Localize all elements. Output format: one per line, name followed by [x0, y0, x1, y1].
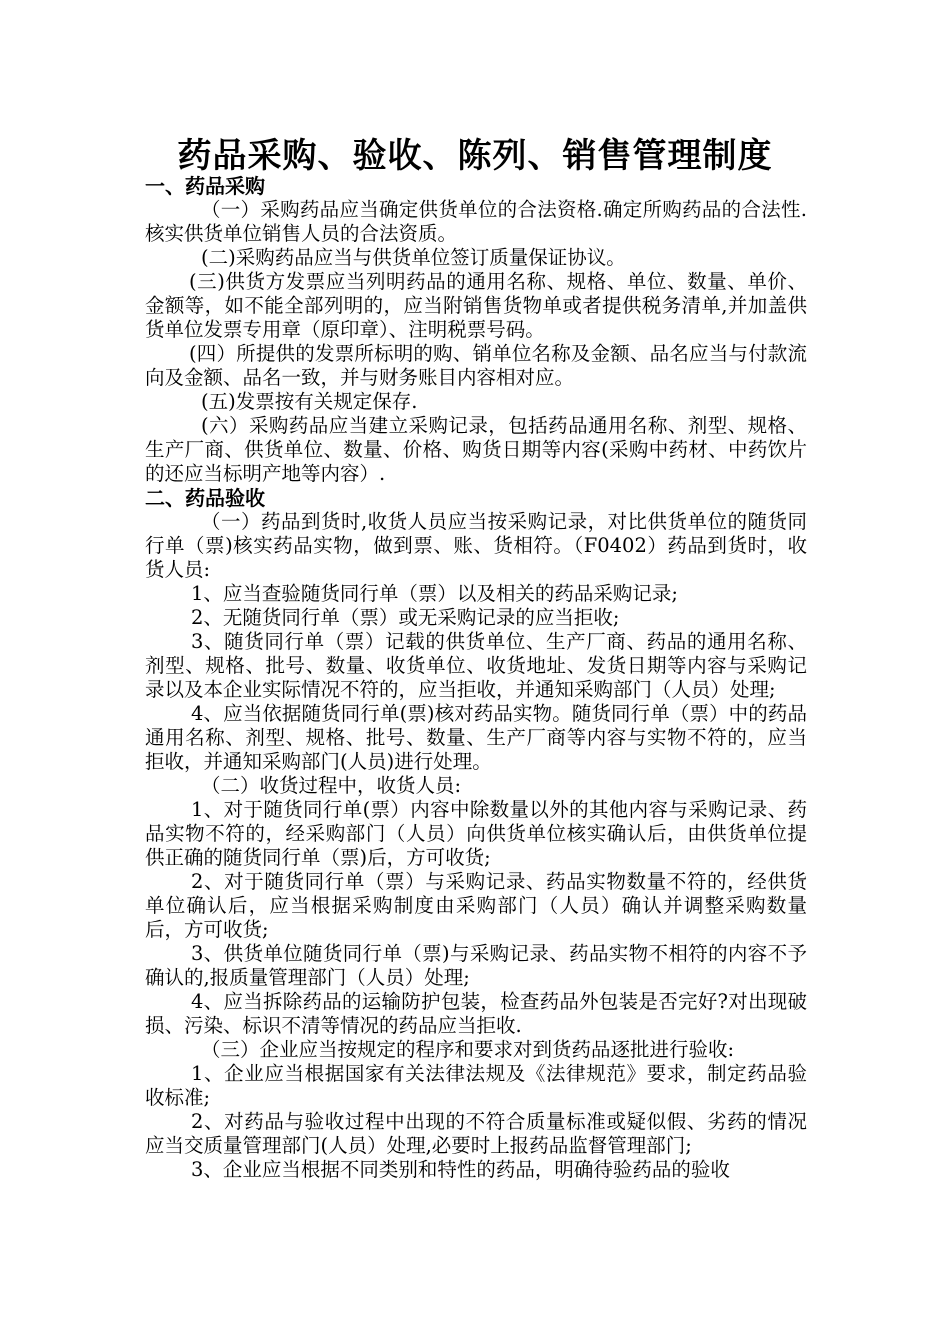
paragraph: 1、对于随货同行单(票）内容中除数量以外的其他内容与采购记录、药品实物不符的，经采购部门（人员）向供货单位核实确认后，由供货单位提供正确的随货同行单（票)后，方可收货; [145, 798, 807, 869]
paragraph: （一）药品到货时,收货人员应当按采购记录，对比供货单位的随货同行单（票)核实药品实物，做到票、账、货相符。（F0402）药品到货时，收货人员: [145, 510, 807, 581]
paragraph: (二)采购药品应当与供货单位签订质量保证协议。 [201, 246, 626, 269]
section-heading-purchase: 一、药品采购 [145, 174, 265, 198]
paragraph: （二）收货过程中，收货人员: [201, 774, 462, 797]
paragraph: (四）所提供的发票所标明的购、销单位名称及金额、品名应当与付款流向及金额、品名一致，并与财务账目内容相对应。 [145, 342, 807, 389]
paragraph: 3、企业应当根据不同类别和特性的药品，明确待验药品的验收 [191, 1158, 730, 1181]
paragraph: 3、供货单位随货同行单（票)与采购记录、药品实物不相符的内容不予确认的,报质量管理部门（人员）处理; [145, 942, 807, 989]
paragraph: （一）采购药品应当确定供货单位的合法资格.确定所购药品的合法性.核实供货单位销售人员的合法资质。 [145, 198, 807, 245]
paragraph: (六）采购药品应当建立采购记录，包括药品通用名称、剂型、规格、生产厂商、供货单位、数量、价格、购货日期等内容(采购中药材、中药饮片的还应当标明产地等内容）. [145, 414, 807, 485]
paragraph: 4、应当依据随货同行单(票)核对药品实物。随货同行单（票）中的药品通用名称、剂型、规格、批号、数量、生产厂商等内容与实物不符的，应当拒收，并通知采购部门(人员)进行处理。 [145, 702, 807, 773]
paragraph: (三)供货方发票应当列明药品的通用名称、规格、单位、数量、单价、金额等，如不能全部列明的，应当附销售货物单或者提供税务清单,并加盖供货单位发票专用章（原印章）、注明税票号码。 [145, 270, 807, 341]
document-body [145, 174, 807, 1182]
paragraph: 4、应当拆除药品的运输防护包装，检查药品外包装是否完好?对出现破损、污染、标识不清等情况的药品应当拒收. [145, 990, 807, 1037]
document-title: 药品采购、验收、陈列、销售管理制度 [177, 136, 773, 176]
paragraph: 2、对药品与验收过程中出现的不符合质量标准或疑似假、劣药的情况应当交质量管理部门(人员）处理,必要时上报药品监督管理部门; [145, 1110, 807, 1157]
paragraph: 2、对于随货同行单（票）与采购记录、药品实物数量不符的，经供货单位确认后，应当根据采购制度由采购部门（人员）确认并调整采购数量后，方可收货; [145, 870, 807, 941]
paragraph: 3、随货同行单（票）记载的供货单位、生产厂商、药品的通用名称、剂型、规格、批号、数量、收货单位、收货地址、发货日期等内容与采购记录以及本企业实际情况不符的，应当拒收，并通知采购部门（人员）处理; [145, 630, 807, 701]
paragraph: (五)发票按有关规定保存. [201, 390, 418, 413]
paragraph: （三）企业应当按规定的程序和要求对到货药品逐批进行验收: [201, 1038, 735, 1061]
paragraph: 1、应当查验随货同行单（票）以及相关的药品采购记录; [191, 582, 678, 605]
paragraph: 2、无随货同行单（票）或无采购记录的应当拒收; [191, 606, 620, 629]
paragraph: 1、企业应当根据国家有关法律法规及《法律规范》要求，制定药品验收标准; [145, 1062, 807, 1109]
section-heading-acceptance: 二、药品验收 [145, 486, 265, 510]
